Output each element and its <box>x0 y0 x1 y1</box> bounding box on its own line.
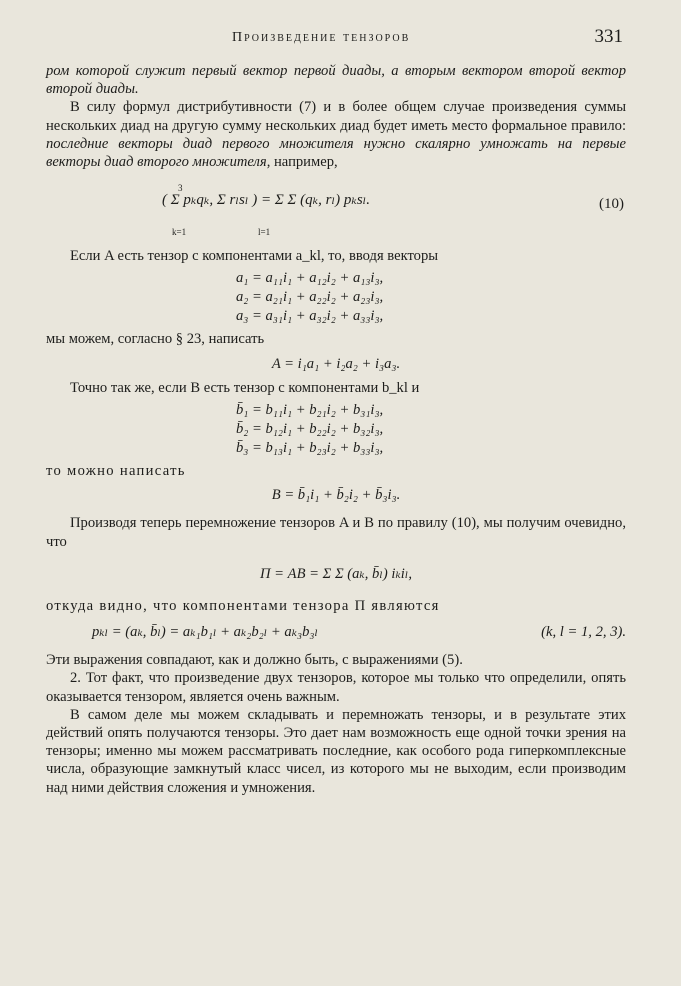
equation-a2: a₂ = a₂₁i₁ + a₂₂i₂ + a₂₃i₃, <box>236 289 384 306</box>
sum-upper-limit: 3 <box>178 183 183 194</box>
paragraph-1: ром которой служит первый вектор первой диады, а вторым вектором второй вектор второй диады. <box>46 63 626 98</box>
vector-a-equations <box>46 269 626 326</box>
paragraph-4: мы можем, согласно § 23, написать <box>46 331 265 348</box>
paragraph-5: Точно так же, если B есть тензор с компонентами b_kl и <box>70 379 420 396</box>
paragraph-2-end: , например, <box>266 154 338 171</box>
equation-number: (10) <box>599 196 624 213</box>
paragraph-3: Если A есть тензор с компонентами a_kl, то, вводя векторы <box>70 248 439 265</box>
paragraph-2-start: В силу формул дистрибутивности (7) и в более общем случае произведения суммы нескольких диад на другую сумму нескольких диад будет иметь место формальное правило: <box>46 99 626 134</box>
equation-p-range: (k, l = 1, 2, 3). <box>541 624 626 641</box>
equation-b3: b̄₃ = b₁₃i₁ + b₂₃i₂ + b₃₃i₃, <box>236 440 384 457</box>
paragraph-2 <box>46 98 626 171</box>
sum-lower-limit-l: l=1 <box>258 227 271 238</box>
equation-a1: a₁ = a₁₁i₁ + a₁₂i₂ + a₁₃i₃, <box>236 270 384 287</box>
equation-p-line <box>46 621 626 645</box>
equation-Pi: П = AB = Σ Σ (aₖ, b̄ₗ) iₖiₗ, <box>259 565 413 582</box>
rule-text: последние векторы диад первого множителя нужно скалярно умножать на первые векторы диад второго множителя <box>46 135 626 171</box>
sum-lower-limit-k: k=1 <box>172 227 187 238</box>
paragraph-6: то можно написать <box>46 463 186 480</box>
equation-10-body: ( Σ pₖqₖ, Σ rₗsₗ ) = Σ Σ (qₖ, rₗ) pₖsₗ. <box>162 192 371 209</box>
equation-10 <box>46 177 626 239</box>
paragraph-9: Эти выражения совпадают, как и должно быть, с выражениями (5). <box>46 652 463 669</box>
equation-p: pₖₗ = (aₖ, b̄ₗ) = aₖ₁b₁ₗ + aₖ₂b₂ₗ + aₖ₃b₃ₗ <box>92 624 319 641</box>
paragraph-8: откуда видно, что компонентами тензора П являются <box>46 598 440 615</box>
running-title: Произведение тензоров <box>232 30 411 45</box>
equation-a3: a₃ = a₃₁i₁ + a₃₂i₂ + a₃₃i₃, <box>236 308 384 325</box>
equation-B: B = b̄₁i₁ + b̄₂i₂ + b̄₃i₃. <box>271 487 401 504</box>
paragraph-10: 2. Тот факт, что произведение двух тензоров, которое мы только что определили, опять оказывается тензором, является очень важным. <box>46 670 626 705</box>
equation-b2: b̄₂ = b₁₂i₁ + b₂₂i₂ + b₃₂i₃, <box>236 421 384 438</box>
page-number: 331 <box>594 26 623 47</box>
equation-b1: b̄₁ = b₁₁i₁ + b₂₁i₂ + b₃₁i₃, <box>236 402 384 419</box>
page-body <box>46 62 626 797</box>
vector-b-equations <box>46 401 626 458</box>
equation-A: A = i₁a₁ + i₂a₂ + i₃a₃. <box>271 355 401 372</box>
paragraph-7: Производя теперь перемножение тензоров A и B по правилу (10), мы получим очевидно, что <box>46 515 626 550</box>
paragraph-11: В самом деле мы можем складывать и перемножать тензоры, и в результате этих действий опять получаются тензоры. Это дает нам возможность еще одной точки зрения на тензоры; именно мы можем рассматривать последние, как особого рода гиперкомплексные числа, образующие замкнутый класс чисел, из которого мы не выходим, если производим над ними действия сложения и умножения. <box>46 706 626 796</box>
